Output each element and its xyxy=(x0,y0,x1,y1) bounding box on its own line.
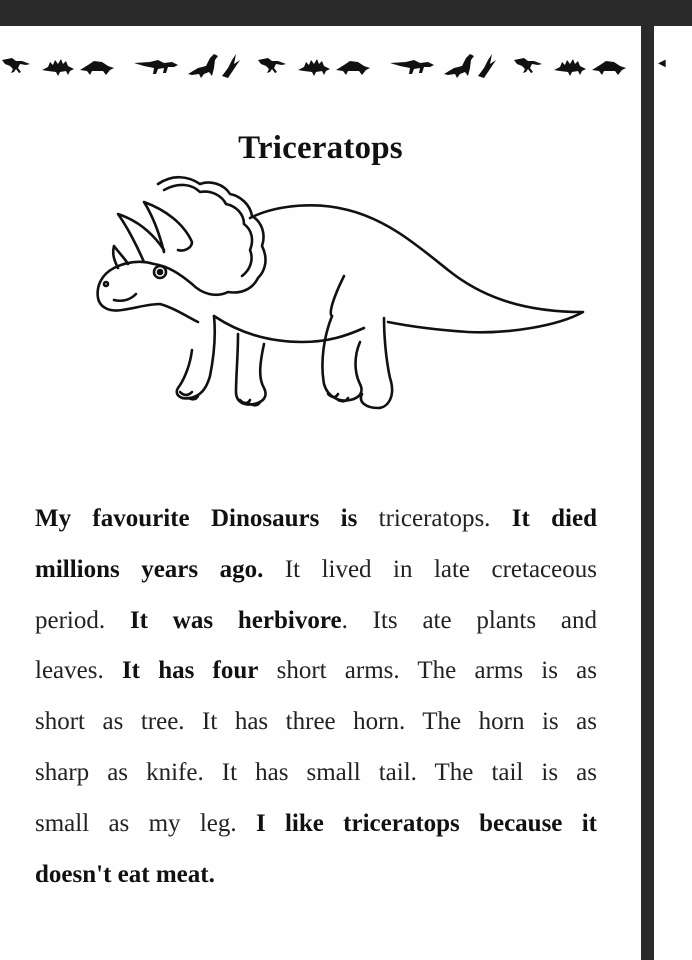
plain-text: leaves. xyxy=(35,657,122,685)
adjacent-page-dinosaur-icon: ◀ xyxy=(658,58,666,69)
bold-text: millions years ago. xyxy=(35,555,264,583)
essay-line xyxy=(35,850,597,901)
worksheet-page xyxy=(0,26,641,960)
essay-paragraph xyxy=(35,494,597,900)
bold-text: It died xyxy=(511,505,598,532)
plain-text: small as my leg. xyxy=(35,809,256,837)
essay-line xyxy=(35,646,597,697)
bold-text: I like triceratops because it xyxy=(255,809,597,837)
plain-text: short as tree. It has three horn. The horn is as xyxy=(35,708,597,736)
plain-text: sharp as knife. It has small tail. The tail is as xyxy=(35,758,597,786)
adjacent-page-edge xyxy=(654,26,692,960)
bold-text: It has four xyxy=(121,657,259,685)
plain-text: period. xyxy=(35,606,130,634)
worksheet-title: Triceratops xyxy=(238,130,403,166)
plain-text: short arms. The arms is as xyxy=(258,657,598,685)
essay-line xyxy=(35,697,597,748)
dinosaur-border-icon xyxy=(0,48,641,88)
bold-text: It was herbivore xyxy=(129,606,342,634)
bold-text: My favourite Dinosaurs is xyxy=(35,505,358,532)
essay-line xyxy=(35,596,597,647)
bold-text: doesn't eat meat. xyxy=(35,860,215,888)
essay-line xyxy=(35,494,597,545)
triceratops-illustration-icon xyxy=(88,166,598,426)
essay-line xyxy=(35,799,597,850)
essay-line xyxy=(35,748,597,799)
plain-text: triceratops. xyxy=(357,505,512,532)
essay-line xyxy=(35,545,597,596)
plain-text: It lived in late cretaceous xyxy=(263,555,597,583)
plain-text: . Its ate plants and xyxy=(341,606,598,634)
